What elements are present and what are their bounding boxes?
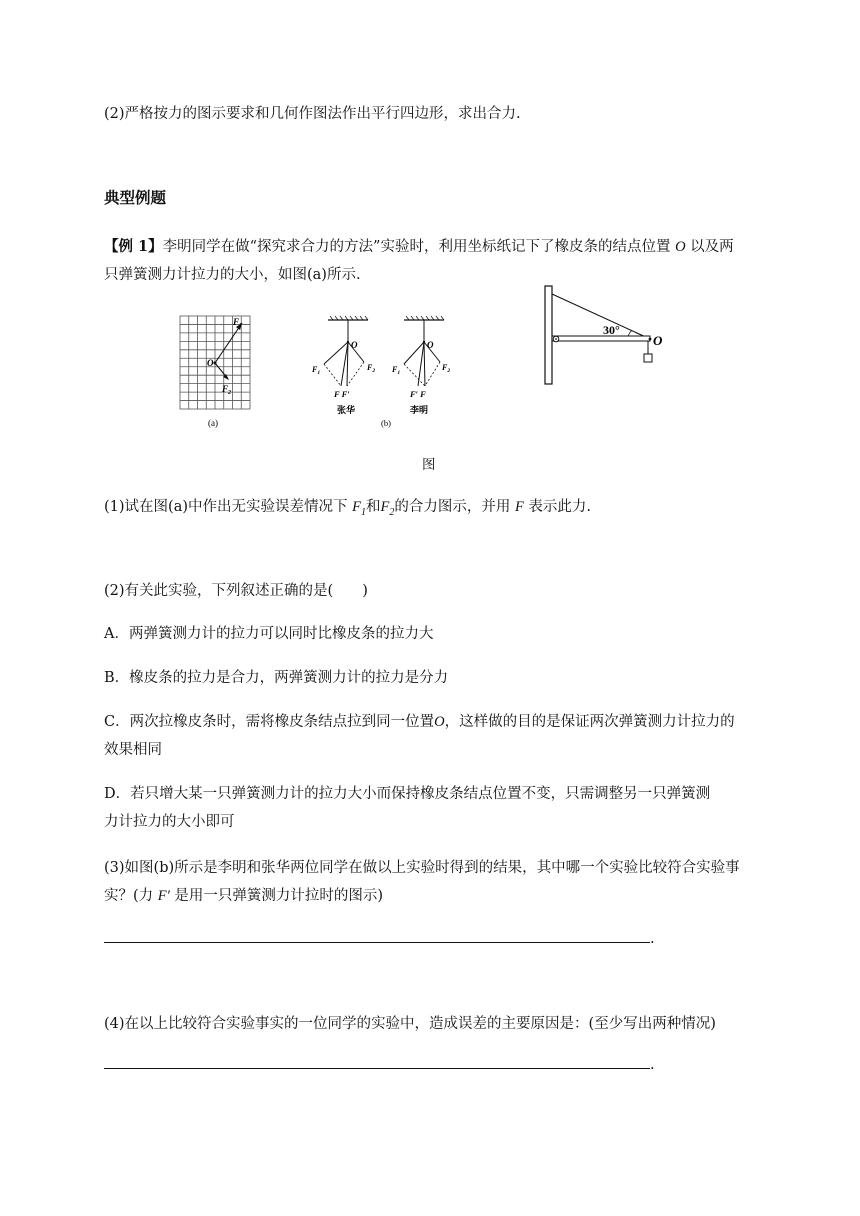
grid-f2-label: $F_2$ [222, 384, 232, 396]
q2-option-c-line1: C．两次拉橡皮条时，需将橡皮条结点拉到同一位置O，这样做的目的是保证两次弹簧测力计拉力的 [104, 714, 735, 730]
section-title: 典型例题 [104, 189, 167, 207]
q2-option-a: A．两弹簧测力计的拉力可以同时比橡皮条的拉力大 [104, 626, 434, 642]
q3-line2: 实？(力 F′ 是用一只弹簧测力计拉时的图示) [104, 888, 384, 904]
figure-b-caption: (b) [381, 418, 391, 428]
rod [552, 336, 650, 341]
intro-line: (2)严格按力的图示要求和几何作图法作出平行四边形，求出合力. [104, 106, 521, 122]
zhanghua-label: 张华 [337, 405, 356, 415]
q1-line: (1)试在图(a)中作出无实验误差情况下 $F_1$和$F_2$的合力图示，并用 F 表示此力. [104, 499, 592, 518]
wall [545, 286, 552, 384]
q3-line1: (3)如图(b)所示是李明和张华两位同学在做以上实验时得到的结果，其中哪一个实验比较符合实验事 [104, 860, 740, 876]
figure-a-grid [170, 306, 260, 432]
q4-answer-blank[interactable]: . [104, 1054, 655, 1075]
angle-label: 30° [603, 323, 620, 337]
q2-option-b: B．橡皮条的拉力是合力，两弹簧测力计的拉力是分力 [104, 670, 449, 686]
rope [552, 294, 650, 339]
liming-diagram [391, 316, 450, 415]
grid-point-o [214, 362, 217, 365]
o-label: O [653, 333, 663, 348]
svg-text:F F′: F F′ [334, 389, 350, 399]
svg-text:O: O [351, 340, 358, 350]
q2-stem: (2)有关此实验，下列叙述正确的是( ) [104, 583, 368, 599]
q2-option-c-line2: 效果相同 [104, 742, 162, 758]
grid-o-label: O [207, 358, 214, 368]
figure-b [306, 312, 466, 432]
q3-answer-blank[interactable]: . [104, 928, 655, 949]
liming-label: 李明 [410, 405, 429, 415]
figure-wall-diagram [536, 282, 686, 388]
svg-text:F2: $F_2$ [442, 363, 451, 374]
svg-text:F1: $F_1$ [392, 365, 401, 376]
example-text-1-tail: 以及两 [690, 239, 734, 255]
svg-text:F2: $F_2$ [367, 363, 376, 374]
weight [644, 354, 652, 362]
symbol-o: O [675, 239, 686, 255]
svg-text:F′ F: F′ F [410, 389, 426, 399]
grid-f1-label: $F_1$ [233, 317, 243, 329]
example-line-2: 只弹簧测力计拉力的大小，如图(a)所示. [104, 267, 361, 283]
q4-line1: (4)在以上比较符合实验事实的一位同学的实验中，造成误差的主要原因是：(至少写出两种情况) [104, 1016, 716, 1032]
svg-text:F1: $F_1$ [312, 365, 321, 376]
q2-option-d-line1: D．若只增大某一只弹簧测力计的拉力大小而保持橡皮条结点位置不变，只需调整另一只弹簧测 [104, 786, 711, 802]
example-line-1 [104, 237, 734, 257]
figure-caption: 图 [422, 457, 436, 473]
q2-option-d-line2: 力计拉力的大小即可 [104, 814, 235, 830]
example-text-1: 李明同学在做“探究求合力的方法”实验时，利用坐标纸记下了橡皮条的结点位置 [162, 239, 671, 255]
example-tag: 【例 1】 [104, 238, 163, 255]
zhanghua-diagram [311, 316, 375, 415]
svg-text:O: O [427, 340, 434, 350]
f1-arrow [215, 323, 242, 363]
angle-arc [628, 330, 632, 336]
grid-caption: (a) [208, 418, 218, 428]
